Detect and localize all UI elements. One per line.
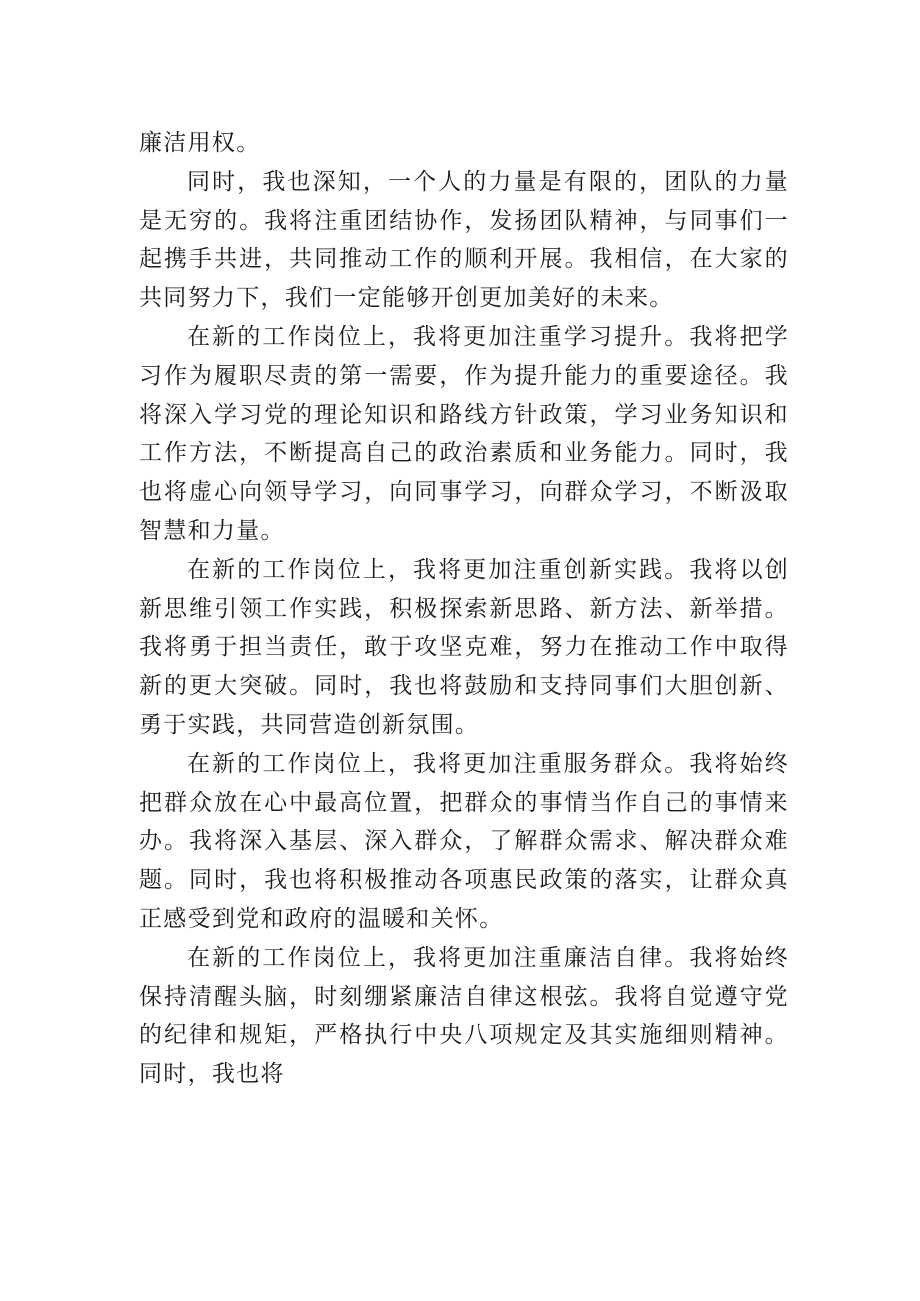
- paragraph-4: 在新的工作岗位上，我将更加注重创新实践。我将以创新思维引领工作实践，积极探索新思路、新方法、新举措。我将勇于担当责任，敢于攻坚克难，努力在推动工作中取得新的更大突破。同时，我也将鼓励和支持同事们大胆创新、勇于实践，共同营造创新氛围。: [139, 556, 789, 738]
- paragraph-6: 在新的工作岗位上，我将更加注重廉洁自律。我将始终保持清醒头脑，时刻绷紧廉洁自律这根弦。我将自觉遵守党的纪律和规矩，严格执行中央八项规定及其实施细则精神。同时，我也将: [139, 944, 789, 1088]
- paragraph-1: 廉洁用权。: [139, 130, 261, 156]
- paragraph-3: 在新的工作岗位上，我将更加注重学习提升。我将把学习作为履职尽责的第一需要，作为提升能力的重要途径。我将深入学习党的理论知识和路线方针政策，学习业务知识和工作方法，不断提高自己的政治素质和业务能力。同时，我也将虚心向领导学习，向同事学习，向群众学习，不断汲取智慧和力量。: [139, 323, 789, 544]
- paragraph-2: 同时，我也深知，一个人的力量是有限的，团队的力量是无穷的。我将注重团结协作，发扬团队精神，与同事们一起携手共进，共同推动工作的顺利开展。我相信，在大家的共同努力下，我们一定能够开创更加美好的未来。: [139, 168, 789, 312]
- document-body: [139, 124, 789, 1094]
- paragraph-5: 在新的工作岗位上，我将更加注重服务群众。我将始终把群众放在心中最高位置，把群众的事情当作自己的事情来办。我将深入基层、深入群众，了解群众需求、解决群众难题。同时，我也将积极推动各项惠民政策的落实，让群众真正感受到党和政府的温暖和关怀。: [139, 750, 789, 932]
